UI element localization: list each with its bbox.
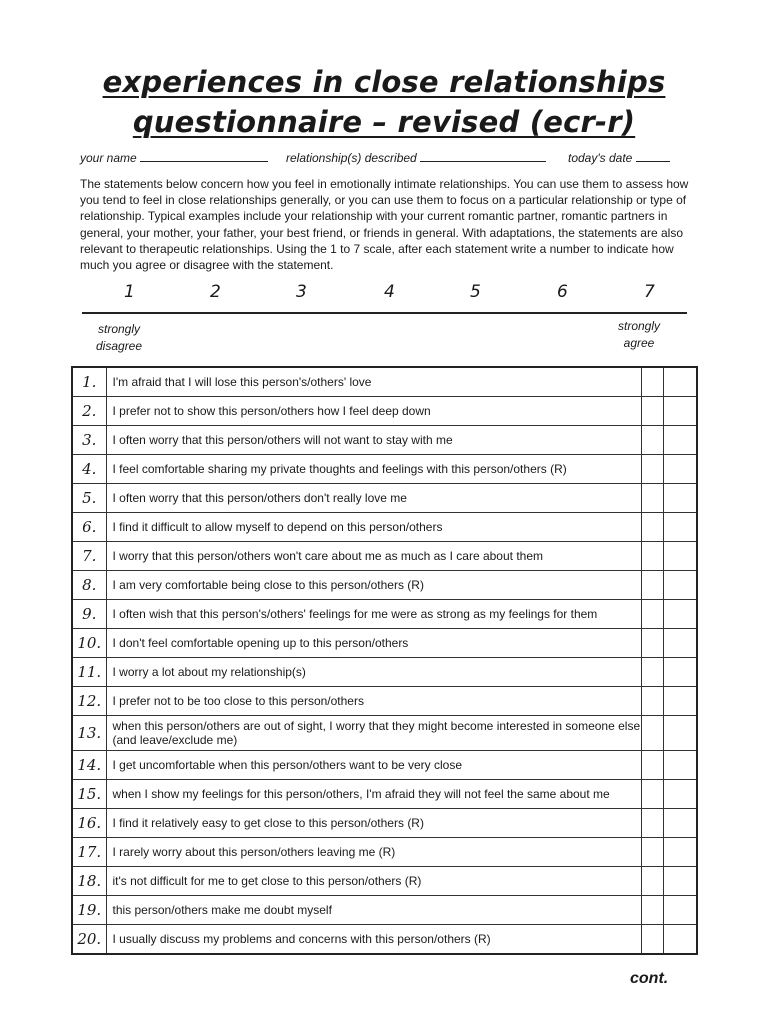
table-row [72,484,697,513]
answer-cell[interactable] [663,542,697,571]
item-statement: I rarely worry about this person/others leaving me (R) [106,838,641,867]
spacer-cell [641,751,663,780]
answer-cell[interactable] [663,367,697,397]
item-statement: I prefer not to be too close to this person/others [106,687,641,716]
spacer-cell [641,780,663,809]
table-row [72,571,697,600]
answer-cell[interactable] [663,397,697,426]
name-field[interactable] [80,150,268,165]
table-row [72,658,697,687]
item-number: 17. [72,838,106,867]
table-row [72,513,697,542]
item-number: 14. [72,751,106,780]
scale-anchor-disagree: strongly disagree [96,322,143,353]
table-row [72,751,697,780]
spacer-cell [641,542,663,571]
item-number: 1. [72,367,106,397]
spacer-cell [641,484,663,513]
relationship-field[interactable] [286,150,546,165]
spacer-cell [641,367,663,397]
continued-label: cont. [630,970,669,987]
spacer-cell [641,513,663,542]
scale-number: 7 [644,282,655,302]
item-statement: I am very comfortable being close to this person/others (R) [106,571,641,600]
name-label: your name [80,151,137,165]
answer-cell[interactable] [663,809,697,838]
name-blank[interactable] [140,150,268,162]
table-row [72,867,697,896]
item-number: 12. [72,687,106,716]
table-row [72,925,697,955]
answer-cell[interactable] [663,484,697,513]
table-row [72,455,697,484]
item-statement: this person/others make me doubt myself [106,896,641,925]
spacer-cell [641,838,663,867]
item-statement: I feel comfortable sharing my private thoughts and feelings with this person/others (R) [106,455,641,484]
answer-cell[interactable] [663,426,697,455]
spacer-cell [641,809,663,838]
scale-line [82,312,687,314]
answer-cell[interactable] [663,658,697,687]
item-number: 15. [72,780,106,809]
item-number: 6. [72,513,106,542]
item-number: 10. [72,629,106,658]
table-row [72,780,697,809]
spacer-cell [641,867,663,896]
title-line-2: questionnaire – revised (ecr-r) [132,105,636,139]
item-statement: I worry a lot about my relationship(s) [106,658,641,687]
title-line-1: experiences in close relationships [102,65,666,99]
table-row [72,896,697,925]
item-number: 4. [72,455,106,484]
spacer-cell [641,629,663,658]
relationship-blank[interactable] [420,150,546,162]
item-statement: I find it relatively easy to get close to this person/others (R) [106,809,641,838]
table-row [72,629,697,658]
item-number: 16. [72,809,106,838]
rating-scale [82,282,702,306]
item-number: 3. [72,426,106,455]
answer-cell[interactable] [663,751,697,780]
answer-cell[interactable] [663,513,697,542]
item-number: 7. [72,542,106,571]
instructions-paragraph: The statements below concern how you feel in emotionally intimate relationships. You can use them to assess how you tend to feel in close relationships generally, or you can use them to focus on a particular relationship or type of relationship. Typical examples include your relationship with your current romantic partner, romantic partners in general, your mother, your father, your best friend, or friends in general. With adaptations, the statements are also relevant to therapeutic relationships. Using the 1 to 7 scale, after each statement write a number to indicate how much you agree or disagree with the statement. [80,177,689,273]
spacer-cell [641,658,663,687]
table-row [72,542,697,571]
item-statement: I often worry that this person/others don't really love me [106,484,641,513]
answer-cell[interactable] [663,716,697,751]
scale-number: 6 [557,282,568,302]
date-label: today's date [568,151,633,165]
date-blank[interactable] [636,150,670,162]
item-number: 13. [72,716,106,751]
item-number: 20. [72,925,106,955]
answer-cell[interactable] [663,780,697,809]
answer-cell[interactable] [663,867,697,896]
table-row [72,809,697,838]
item-number: 18. [72,867,106,896]
item-number: 11. [72,658,106,687]
answer-cell[interactable] [663,455,697,484]
spacer-cell [641,896,663,925]
scale-number: 2 [210,282,221,302]
answer-cell[interactable] [663,687,697,716]
table-row [72,426,697,455]
item-statement: when I show my feelings for this person/others, I'm afraid they will not feel the same about me [106,780,641,809]
item-statement: it's not difficult for me to get close to this person/others (R) [106,867,641,896]
scale-number: 3 [296,282,307,302]
spacer-cell [641,397,663,426]
spacer-cell [641,925,663,955]
table-row [72,397,697,426]
item-statement: I usually discuss my problems and concerns with this person/others (R) [106,925,641,955]
item-number: 9. [72,600,106,629]
scale-anchor-agree: strongly agree [618,319,661,350]
item-number: 2. [72,397,106,426]
answer-cell[interactable] [663,896,697,925]
answer-cell[interactable] [663,600,697,629]
answer-cell[interactable] [663,838,697,867]
spacer-cell [641,600,663,629]
spacer-cell [641,426,663,455]
table-row [72,838,697,867]
table-row [72,716,697,751]
item-number: 19. [72,896,106,925]
item-statement: I don't feel comfortable opening up to this person/others [106,629,641,658]
date-field[interactable] [568,150,670,165]
scale-number: 5 [470,282,481,302]
table-row [72,367,697,397]
item-number: 8. [72,571,106,600]
item-statement: I often worry that this person/others will not want to stay with me [106,426,641,455]
spacer-cell [641,455,663,484]
item-statement: when this person/others are out of sight, I worry that they might become interested in someone else (and leave/exclude me) [106,716,641,751]
spacer-cell [641,687,663,716]
scale-number: 4 [384,282,395,302]
item-statement: I often wish that this person's/others' feelings for me were as strong as my feelings for them [106,600,641,629]
item-statement: I get uncomfortable when this person/others want to be very close [106,751,641,780]
relationship-label: relationship(s) described [286,151,417,165]
table-row [72,687,697,716]
table-row [72,600,697,629]
answer-cell[interactable] [663,925,697,955]
item-statement: I prefer not to show this person/others how I feel deep down [106,397,641,426]
questionnaire-table [71,366,698,955]
spacer-cell [641,571,663,600]
answer-cell[interactable] [663,571,697,600]
item-statement: I find it difficult to allow myself to depend on this person/others [106,513,641,542]
item-statement: I worry that this person/others won't care about me as much as I care about them [106,542,641,571]
answer-cell[interactable] [663,629,697,658]
item-statement: I'm afraid that I will lose this person's/others' love [106,367,641,397]
scale-number: 1 [124,282,135,302]
item-number: 5. [72,484,106,513]
spacer-cell [641,716,663,751]
